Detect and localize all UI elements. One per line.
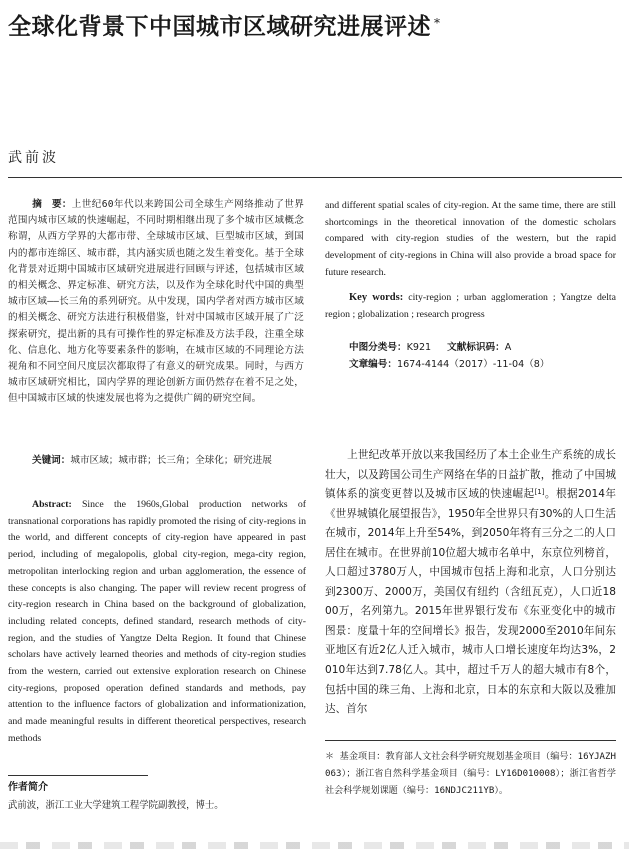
body-paragraph <box>325 446 616 720</box>
chinese-abstract <box>8 197 304 408</box>
clc-label: 中图分类号： <box>349 342 407 353</box>
english-keywords <box>325 290 616 323</box>
chinese-abstract-label: 摘 要： <box>32 199 72 210</box>
author-intro-label: 作者简介 <box>8 782 48 793</box>
english-keywords-text: city-region ; urban agglomeration ; Yangtze delta region ; globalization ; research progress <box>325 292 617 320</box>
english-abstract-part1 <box>8 497 306 748</box>
metadata-row-article-no <box>349 357 609 374</box>
funding-footnote: ＊ 基金项目：教育部人文社会科学研究规划基金项目（编号：16YJAZH063）；浙江省自然科学基金项目（编号：LY16D010008）；浙江省哲学社会科学规划课题（编号：16NDJC211YB）。 <box>325 752 616 796</box>
chinese-keywords-label: 关键词： <box>32 455 71 466</box>
english-keywords-label: Key words: <box>349 292 404 303</box>
doc-code-label: 文献标识码： <box>447 342 505 353</box>
article-no-value: 1674-4144（2017）-11-04（8） <box>396 358 550 370</box>
article-no-label: 文章编号： <box>349 358 397 370</box>
title-footnote-mark: * <box>434 16 441 30</box>
metadata-row-classification <box>349 340 609 357</box>
doc-code-value: A <box>504 342 512 353</box>
author-intro-divider <box>8 775 148 776</box>
author-intro-text: 武前波，浙江工业大学建筑工程学院副教授，博士。 <box>8 800 224 811</box>
header-divider <box>8 177 622 178</box>
english-abstract-label: Abstract: <box>32 499 72 510</box>
footnote-divider <box>325 740 616 741</box>
english-abstract-part2: and different spatial scales of city-region. At the same time, there are still shortcomings in the theoretical innovation of the domestic scholars compared with city-region studies of the western, but the rapid development of city-regions in China will also provide a broad space for future research. <box>325 200 616 278</box>
clc-value: K921 <box>406 342 432 353</box>
body-text-part1: 上世纪改革开放以来我国经历了本土企业生产系统的成长壮大，以及跨国公司生产网络在华的日益扩散，推动了中国城镇体系的演变更替以及城市区域的快速崛起 <box>325 449 616 501</box>
paper-title-text: 全球化背景下中国城市区域研究进展评述 <box>8 13 431 40</box>
author-name: 武前波 <box>8 150 59 166</box>
paper-title <box>8 10 608 44</box>
english-abstract-text-left: Since the 1960s,Global production networks of transnational corporations has rapidly promoted the rising of city-regions in the world, and different concepts of city-region have appeared in past period, including of megalopolis, global city-region, mega-city region, metropolitan interlocking region and urban agglomeration, the essence of these concepts is also changing. The paper will review recent progress of city-region research in China based on the background of globalization, including related concepts, defined standard, research methods of city-region, and the studies of Yangtze Delta Region. It found that Chinese scholars have actively learned theories and methods of city-region studies from the western, carried out extensive exploration research on Chinese city-regions, proposed operation defined standards and methods, pay attention to the influence factors of globalization and informationization, and made meaningful results in different theoretical perspectives, research methods <box>8 499 306 744</box>
article-metadata <box>349 340 609 374</box>
chinese-keywords <box>8 453 304 469</box>
chinese-abstract-text: 上世纪60年代以来跨国公司全球生产网络推动了世界范围内城市区域的快速崛起，不同时期相继出现了多个城市区域概念称谓，从西方学界的大都市带、全球城市区域、巨型城市区域，到国内的都市连绵区、城市群，其内涵实质也随之发生着变化。基于全球化背景对近期中国城市区域研究进展进行回顾与评述，包括城市区域的相关概念、界定标准、研究方法，以及作为全球化时代中国的典型城市区域——长三角的系列研究。从中发现，国内学者对西方城市区域的相关概念、研究方法进行积极借鉴，针对中国城市区域开展了广泛探索研究，提出新的具有可操作性的界定标准及方法手段，注重全球化、信息化、地方化等要素条件的影响，在城市区域的不同理论方法视角和不同空间尺度层次都取得了有意义的研究成果。同时，与西方城市区域研究相比，国内学界的理论创新方面仍然存在着不足之处，但中国城市区域的快速发展也将为之提供广阔的研究空间。 <box>8 199 304 405</box>
body-text-part2: 。根据2014年《世界城镇化展望报告》，1950年全世界只有30%的人口生活在城市，2014年上升至54%，到2050年将有三分之二的人口居住在城市。在世界前10位超大城市名单中，东京位列榜首，人口超过3780万人，中国城市包括上海和北京，人口分别达到2300万、2000万，美国仅有纽约（含纽瓦克），人口近1800万，名列第九。2015年世界银行发布《东亚变化中的城市图景：度量十年的空间增长》报告，发现2000至2010年间东亚地区有近2亿人迁入城市，城市人口增长速度年均达3%，2010年达到7.78亿人。其中，超过千万人的超大城市有8个，包括中国的珠三角、上海和北京，日本的东京和大阪以及雅加达、首尔 <box>325 488 616 716</box>
cropped-next-line <box>0 842 629 849</box>
chinese-keywords-text: 城市区域；城市群；长三角；全球化；研究进展 <box>70 455 272 466</box>
citation-ref: [1] <box>534 488 545 497</box>
